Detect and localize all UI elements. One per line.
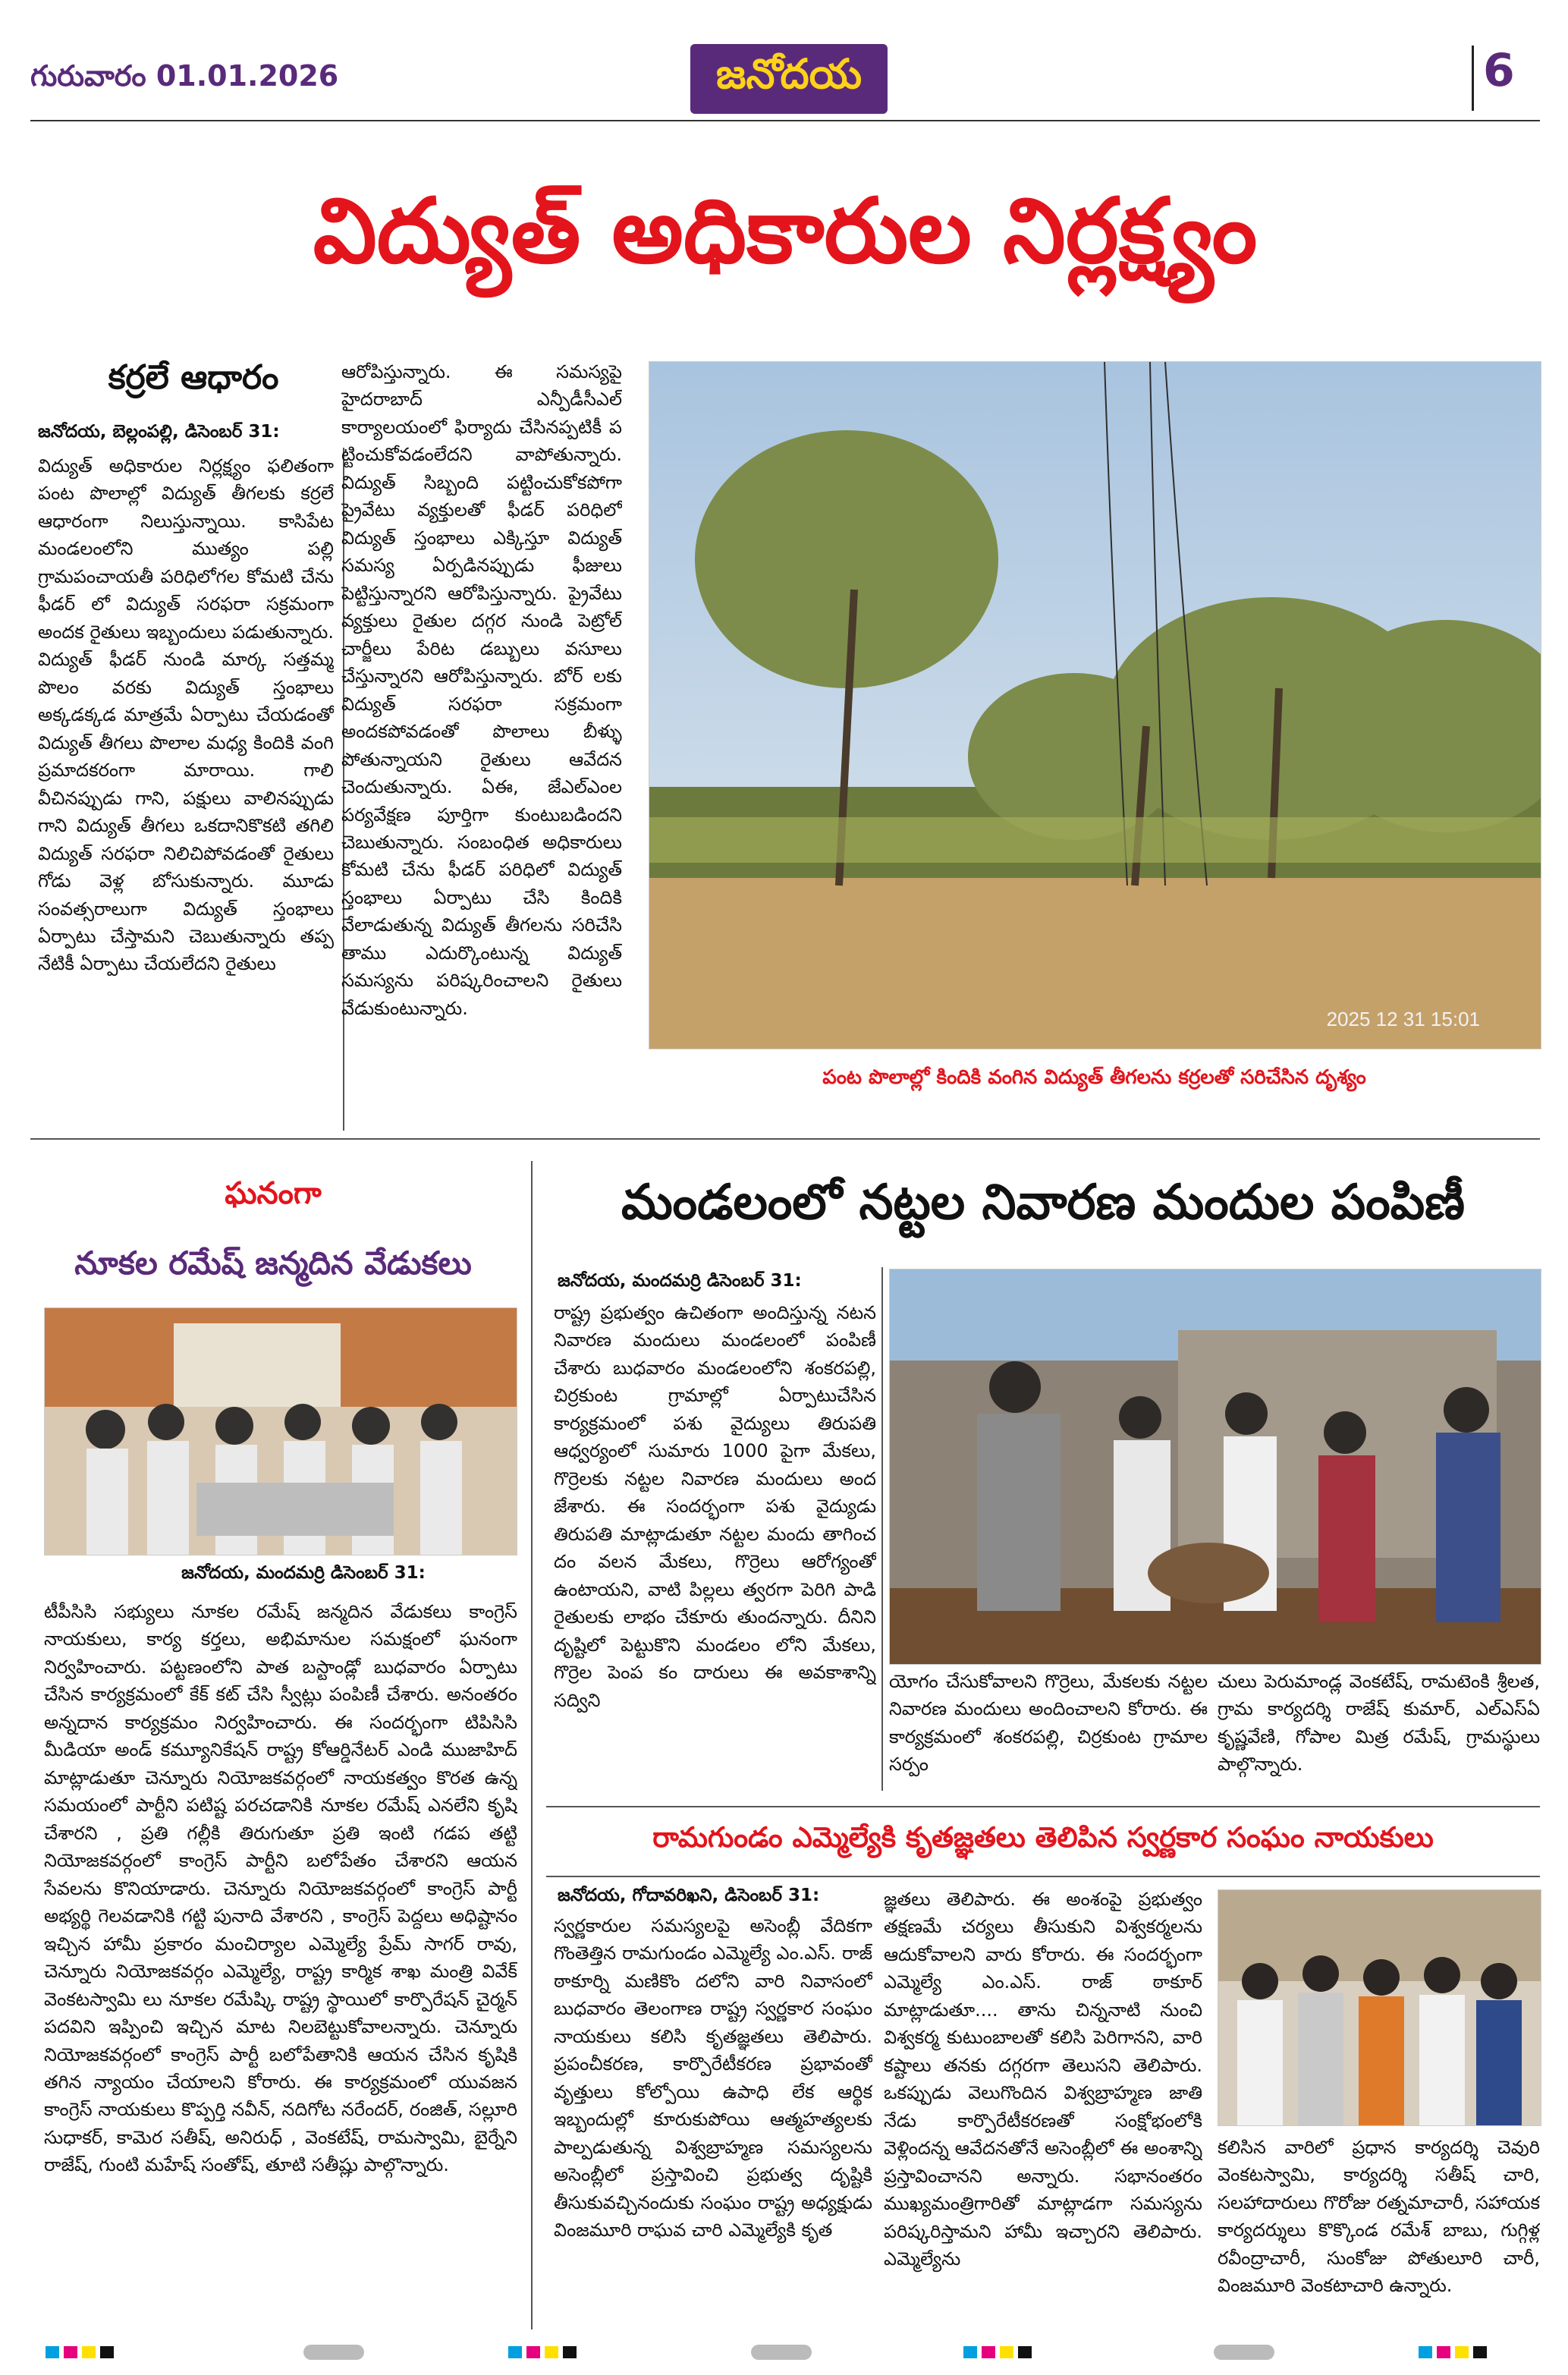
lead-subhead: కర్రలే ఆధారం <box>108 358 279 397</box>
birthday-kicker: ఘనంగా <box>225 1176 322 1211</box>
newspaper-masthead <box>690 44 888 114</box>
print-registration-mark <box>303 2345 364 2360</box>
header-rule <box>30 120 1540 121</box>
vaccine-column-3: చులు పెరుమాండ్ల వెంకటేష్, రామటెంకి శ్రీలత, గ్రామ కార్యదర్శి రాజేష్ కుమార్, ఎల్ఎస్ఏ కృష్ణవేణి, గోపాల మిత్ర రమేష్, గ్రామస్థులు పాల్గొన్నారు. <box>1218 1671 1540 1776</box>
lead-column-1: విద్యుత్ అధికారుల నిర్లక్ష్యం ఫలితంగా పంట పొలాల్లో విద్యుత్ తీగలకు కర్రలే ఆధారంగా నిలుస్తున్నాయి. కాసిపేట మండలంలోని ముత్యం పల్లి గ్రామపంచాయతీ పరిధిలోగల కోమటి చేను ఫీడర్ లో విద్యుత్ సరఫరా సక్రమంగా అందక రైతులు ఇబ్బందులు పడుతున్నారు. విద్యుత్ ఫీడర్ నుండి మార్క సత్తమ్మ పొలం వరకు విద్యుత్ స్తంభాలు అక్కడక్కడ మాత్రమే ఏర్పాటు చేయడంతో విద్యుత్ తీగలు పొలాల మధ్య కిందికి వంగి ప్రమాదకరంగా మారాయి. గాలి వీచినప్పుడు గాని, పక్షులు వాలినప్పుడు గాని విద్యుత్ తీగలు ఒకదానికొకటి తగిలి విద్యుత్ సరఫరా నిలిచిపోవడంతో రైతులు గోడు వెళ్ల బోసుకున్నారు. మూడు సంవత్సరాలుగా విద్యుత్ స్తంభాలు ఏర్పాటు చేస్తామని చెబుతున్నారు తప్ప నేటికీ ఏర్పాటు చేయలేదని రైతులు <box>38 455 334 975</box>
birthday-photo <box>44 1307 517 1556</box>
lead-column-2: ఆరోపిస్తున్నారు. ఈ సమస్యపై హైదరాబాద్ ఎన్పీడీసీఎల్ కార్యాలయంలో ఫిర్యాదు చేసినప్పటికీ ప ట్టించుకోవడంలేదని వాపోతున్నారు. విద్యుత్ సిబ్బంది పట్టించుకోకపోగా ప్రైవేటు వ్యక్తులతో ఫీడర్ పరిధిలో విద్యుత్ స్తంభాలు ఎక్కిస్తూ విద్యుత్ సమస్య ఏర్పడినప్పుడు ఫీజులు పెట్టిస్తున్నారని ఆరోపిస్తున్నారు. ప్రైవేటు వ్యక్తులు రైతుల దగ్గర నుండి పెట్రోల్ చార్జీలు పేరిట డబ్బులు వసూలు చేస్తున్నారని ఆరోపిస్తున్నారు. బోర్ లకు విద్యుత్ సరఫరా సక్రమంగా అందకపోవడంతో పొలాలు బీళ్ళు పోతున్నాయని రైతులు ఆవేదన చెందుతున్నారు. ఏఈ, జేఎల్ఎంల పర్యవేక్షణ పూర్తిగా కుంటుబడిందని చెబుతున్నారు. సంబంధిత అధికారులు కోమటి చేను ఫీడర్ పరిధిలో విద్యుత్ స్తంభాలు ఏర్పాటు చేసి కిందికి వేలాడుతున్న విద్యుత్ తీగలను సరిచేసి తాము ఎదుర్కొంటున్న విద్యుత్ సమస్యను పరిష్కరించాలని రైతులు వేడుకుంటున్నారు. <box>341 361 622 1019</box>
print-color-bar <box>1419 2346 1487 2361</box>
goldsmith-column-3: కలిసిన వారిలో ప్రధాన కార్యదర్శి చెవురి వెంకటస్వామి, కార్యదర్శి సతీష్ చారి, సలహాదారులు గొరోజు రత్నమాచారీ, సహాయక కార్యదర్శులు కొక్కొండ రమేశ్ బాబు, గుగ్గిళ్ల రవీంద్రాచారీ, సుంకోజు పోతులూరి చారీ, వింజమూరి వెంకటాచారి ఉన్నారు. <box>1218 2137 1540 2297</box>
vaccine-headline: మండలంలో నట్టల నివారణ మందుల పంపిణీ <box>621 1175 1466 1231</box>
section-rule <box>30 1138 1540 1140</box>
goldsmith-scene-illustration <box>1218 1890 1541 2125</box>
vaccine-scene-illustration <box>890 1269 1541 1664</box>
lead-photo-caption: పంట పొలాల్లో కిందికి వంగిన విద్యుత్ తీగలను కర్రలతో సరిచేసిన దృశ్యం <box>822 1066 1366 1089</box>
goldsmith-headline: రామగుండం ఎమ్మెల్యేకి కృతజ్ఞతలు తెలిపిన స్వర్ణకార సంఘం నాయకులు <box>652 1821 1434 1854</box>
goldsmith-photo <box>1218 1889 1541 2126</box>
birthday-byline: జనోదయ, మందమర్రి డిసెంబర్ 31: <box>181 1563 426 1583</box>
page-number-divider <box>1472 46 1474 111</box>
print-registration-mark <box>751 2345 812 2360</box>
birthday-headline: నూకల రమేష్ జన్మదిన వేడుకలు <box>74 1244 472 1282</box>
print-color-bar <box>46 2346 114 2361</box>
section-rule <box>546 1806 1540 1807</box>
goldsmith-byline: జనోదయ, గోదావరిఖని, డిసెంబర్ 31: <box>558 1886 820 1905</box>
vaccine-photo <box>889 1269 1541 1665</box>
page-number: 6 <box>1483 44 1515 97</box>
section-rule <box>546 1876 1540 1877</box>
issue-date: గురువారం 01.01.2026 <box>30 59 339 93</box>
vaccine-column-1: రాష్ట్ర ప్రభుత్వం ఉచితంగా అందిస్తున్న నటన నివారణ మందులు మండలంలో పంపిణీ చేశారు బుధవారం మండలంలోని శంకరపల్లి, చిర్రకుంట గ్రామాల్లో ఏర్పాటుచేసిన కార్యక్రమంలో పశు వైద్యులు తిరుపతి ఆధ్వర్యంలో సుమారు 1000 పైగా మేకలు, గొర్రెలకు నట్టల నివారణ మందులు అంద జేశారు. ఈ సందర్భంగా పశు వైద్యుడు తిరుపతి మాట్లాడుతూ నట్టల మందు తాగించ దం వలన మేకలు, గొర్రెలు ఆరోగ్యంతో ఉంటాయని, వాటి పిల్లలు త్వరగా పెరిగి పాడి రైతులకు లాభం చేకూరు తుందన్నారు. దీనిని దృష్టిలో పెట్టుకొని మండలం లోని మేకలు, గొర్రెల పెంప కం దారులు ఈ అవకాశాన్ని సద్విని <box>554 1302 876 1711</box>
masthead-title: జనోదయ <box>715 49 863 98</box>
lead-photo-power-lines <box>649 361 1541 1049</box>
vaccine-column-2: యోగం చేసుకోవాలని గొర్రెలు, మేకలకు నట్టల నివారణ మందులు అందించాలని కోరారు. ఈ కార్యక్రమంలో శంకరపల్లి, చిర్రకుంట గ్రామాల సర్పం <box>889 1671 1208 1776</box>
print-color-bar <box>963 2346 1032 2361</box>
print-registration-mark <box>1214 2345 1274 2360</box>
goldsmith-column-1: స్వర్ణకారుల సమస్యలపై అసెంబ్లీ వేదికగా గొంతెత్తిన రామగుండం ఎమ్మెల్యే ఎం.ఎస్. రాజ్ ఠాకూర్ని మణికొం దలోని వారి నివాసంలో బుధవారం తెలంగాణ రాష్ట్ర స్వర్ణకార సంఘం నాయకులు కలిసి కృతజ్ఞతలు తెలిపారు. ప్రపంచీకరణ, కార్పొరేటీకరణ ప్రభావంతో వృత్తులు కోల్పోయి ఉపాధి లేక ఆర్థిక ఇబ్బందుల్లో కూరుకుపోయి ఆత్మహత్యలకు పాల్పడుతున్న విశ్వబ్రాహ్మణ సమస్యలను అసెంబ్లీలో ప్రస్తావించి ప్రభుత్వ దృష్టికి తీసుకువచ్చినందుకు సంఘం రాష్ట్ర అధ్యక్షుడు వింజమూరి రాఘవ చారి ఎమ్మెల్యేకి కృత <box>554 1915 872 2241</box>
goldsmith-column-2: జ్ఞతలు తెలిపారు. ఈ అంశంపై ప్రభుత్వం తక్షణమే చర్యలు తీసుకుని విశ్వకర్మలను ఆదుకోవాలని వారు కోరారు. ఈ సందర్భంగా ఎమ్మెల్యే ఎం.ఎస్. రాజ్ ఠాకూర్ మాట్లాడుతూ.... తాను చిన్ననాటి నుంచి విశ్వకర్మ కుటుంబాలతో కలిసి పెరిగానని, వారి కష్టాలు తనకు దగ్గరగా తెలుసని తెలిపారు. ఒకప్పుడు వెలుగొందిన విశ్వబ్రాహ్మణ జాతి నేడు కార్పొరేటీకరణతో సంక్షోభంలోకి వెళ్లిందన్న ఆవేదనతోనే అసెంబ్లీలో ఈ అంశాన్ని ప్రస్తావించానని అన్నారు. సభానంతరం ముఖ్యమంత్రిగారితో మాట్లాడగా సమస్యను పరిష్కరిస్తామని హామీ ఇచ్చారని తెలిపారు. ఎమ్మెల్యేను <box>884 1889 1202 2270</box>
vaccine-byline: జనోదయ, మందమర్రి డిసెంబర్ 31: <box>558 1271 802 1291</box>
lead-byline: జనోదయ, బెల్లంపల్లి, డిసెంబర్ 31: <box>38 422 280 442</box>
field-scene-illustration <box>649 362 1541 1049</box>
birthday-body: టీపీసిసి సభ్యులు నూకల రమేష్ జన్మదిన వేడుకలు కాంగ్రెస్ నాయకులు, కార్య కర్తలు, అభిమానుల సమక్షంలో ఘనంగా నిర్వహించారు. పట్టణంలోని పాత బస్టాండ్లో బుధవారం ఏర్పాటు చేసిన కార్యక్రమంలో కేక్ కట్ చేసి స్వీట్లు పంపిణీ చేశారు. అనంతరం అన్నదాన కార్యక్రమం నిర్వహించారు. ఈ సందర్భంగా టిపిసిసి మీడియా అండ్ కమ్యూనికేషన్ రాష్ట్ర కోఆర్డినేటర్ ఎండి ముజాహిద్ మాట్లాడుతూ చెన్నూరు నియోజకవర్గంలో నాయకత్వం కొరత ఉన్న సమయంలో పార్టీని పటిష్ట పరచడానికి నూకల రమేష్ ఎనలేని కృషి చేశారని , ప్రతి గల్లీకి తిరుగుతూ ప్రతి ఇంటి గడప తట్టి నియోజకవర్గంలో కాంగ్రెస్ పార్టీని బలోపేతం చేశారని ఆయన సేవలను కొనియాడారు. చెన్నూరు నియోజకవర్గంలో కాంగ్రెస్ పార్టీ అభ్యర్థి గెలవడానికి గట్టి పునాది వేశారని , కాంగ్రెస్ పెద్దలు అధిష్టానం ఇచ్చిన హామీ ప్రకారం మంచిర్యాల ఎమ్మెల్యే ప్రేమ్ సాగర్ రావు, చెన్నూరు నియోజకవర్గం ఎమ్మెల్యే, రాష్ట్ర కార్మిక శాఖ మంత్రి వివేక్ వెంకటస్వామి లు నూకల రమేష్కి రాష్ట్ర స్థాయిలో కార్పొరేషన్ చైర్మన్ పదవిని ఇప్పించి ఇచ్చిన మాట నిలబెట్టుకోవాలన్నారు. చెన్నూరు నియోజకవర్గంలో కాంగ్రెస్ పార్టీ బలోపేతానికి ఆయన చేసిన కృషికి తగిన న్యాయం చేయాలని కోరారు. ఈ కార్యక్రమంలో యువజన కాంగ్రెస్ నాయకులు కొప్పర్తి నవీన్, నదిగోట నరేందర్, రంజిత్, సల్లూరి సుధాకర్, కామెర సతీష్, అనిరుధ్ , వెంకటేష్, రామస్వామి, బైర్నేని రాజేష్, గుంటి మహేష్ సంతోష్, తూటి సతీష్లు పాల్గొన్నారు. <box>44 1601 517 2176</box>
column-rule <box>531 1161 533 2329</box>
birthday-scene-illustration <box>45 1308 517 1555</box>
photo-timestamp: 2025 12 31 15:01 <box>1326 1008 1480 1030</box>
print-color-bar <box>508 2346 577 2361</box>
lead-headline: విద్యుత్ అధికారుల నిర్లక్ష్యం <box>313 178 1258 283</box>
column-rule <box>881 1267 883 1791</box>
